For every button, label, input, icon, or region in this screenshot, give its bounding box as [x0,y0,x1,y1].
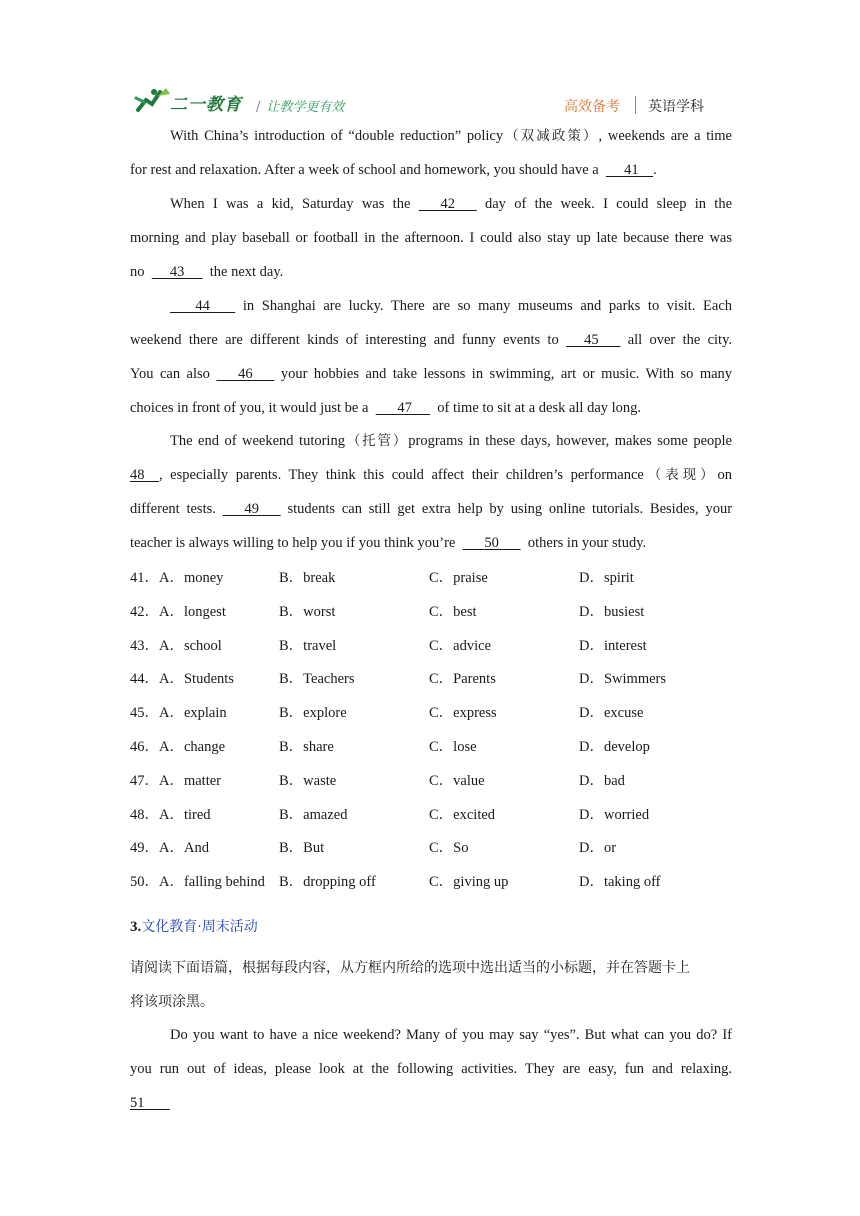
passage-line [130,1059,732,1079]
option-a[interactable]: 43．A．school [130,638,222,654]
option-b[interactable]: B．explore [279,705,347,721]
text-run: of time to sit at a desk all day long. [437,400,642,416]
text-run: the next day. [209,264,284,280]
option-d[interactable]: D．bad [579,773,625,789]
option-c[interactable]: C．praise [429,570,488,586]
text-run: 请阅读下面语篇，根据每段内容，从方框内所给的选项中选出适当的小标题，并在答题卡上 [130,960,690,976]
text-run: . [653,162,657,178]
text-run: different tests. [130,501,216,517]
option-a[interactable]: 41．A．money [130,570,224,586]
text-run: The end of weekend tutoring [170,433,345,449]
option-a[interactable]: 47．A．matter [130,773,222,789]
option-c[interactable]: C．express [429,705,497,721]
text-run: Do you want to have a nice weekend? Many of you may say “yes”. But what can you do? If [170,1027,732,1043]
instruction-line [130,992,732,1012]
logo-text: 二一教育 [170,95,242,115]
option-d[interactable]: D．develop [579,739,650,755]
header-tag-right: 英语学科 [648,99,704,115]
blank-number: 48 [130,467,145,483]
text-run: weekend there are different kinds of interesting and funny events to [130,332,559,348]
option-b[interactable]: B．worst [279,604,336,620]
instruction-line [130,958,732,978]
text-run: for rest and relaxation. After a week of school and homework, you should have a [130,162,599,178]
blank-number: 42 [440,196,455,212]
option-d[interactable]: D．spirit [579,570,634,586]
option-a[interactable]: 44．A．Students [130,671,234,687]
page-header [134,86,734,122]
text-run: When I was a kid, Saturday was the [170,196,411,212]
passage-line [130,465,732,485]
passage-line [130,499,732,519]
blank-number: 46 [238,366,253,382]
blank-44[interactable] [170,296,235,316]
blank-45[interactable] [566,330,620,350]
option-a[interactable]: 50．A．falling behind [130,874,265,890]
passage-line [130,431,732,451]
option-b[interactable]: B．waste [279,773,337,789]
option-d[interactable]: D．excuse [579,705,644,721]
blank-47[interactable] [376,398,430,418]
text-run: you run out of ideas, please look at the following activities. They are easy, fun and relaxing. [130,1061,732,1077]
blank-51[interactable] [130,1093,170,1113]
option-c[interactable]: C．best [429,604,477,620]
option-row-41 [130,566,732,586]
option-d[interactable]: D．worried [579,807,650,823]
option-row-47 [130,769,732,789]
option-c[interactable]: C．giving up [429,874,509,890]
blank-42[interactable] [419,194,477,214]
option-c[interactable]: C．Parents [429,671,496,687]
passage-line [130,533,732,553]
option-b[interactable]: B．break [279,570,336,586]
blank-49[interactable] [223,499,281,519]
text-run: choices in front of you, it would just be a [130,400,369,416]
text-run-cjk: （双减政策） [503,128,599,144]
passage-line [130,228,732,248]
option-d[interactable]: D．or [579,840,617,856]
text-run: With China’s introduction of “double reduction” policy [170,128,504,144]
blank-46[interactable] [216,364,274,384]
option-row-49 [130,836,732,856]
option-b[interactable]: B．travel [279,638,337,654]
blank-number: 41 [624,162,639,178]
passage-line [130,1025,732,1045]
option-b[interactable]: B．Teachers [279,671,355,687]
option-row-42 [130,600,732,620]
option-d[interactable]: D．busiest [579,604,645,620]
passage-line [130,1093,732,1113]
blank-48[interactable] [130,465,159,485]
option-row-50 [130,870,732,890]
blank-number: 44 [195,298,210,314]
option-d[interactable]: D．Swimmers [579,671,666,687]
option-a[interactable]: 49．A．And [130,840,209,856]
text-run-cjk: （托管） [344,433,409,449]
text-run: no [130,264,145,280]
option-a[interactable]: 45．A．explain [130,705,227,721]
text-run: in Shanghai are lucky. There are so many museums and parks to visit. Each [242,298,733,314]
text-run: others in your study. [527,535,647,551]
text-run: , especially parents. They think this could affect their children’s performance [159,467,644,483]
text-run: students can still get extra help by using online tutorials. Besides, your [287,501,733,517]
option-d[interactable]: D．taking off [579,874,661,890]
option-row-48 [130,803,732,823]
header-separator [635,96,636,114]
text-run: You can also [130,366,210,382]
passage-line [130,262,732,282]
section-number: 3. [130,919,142,935]
text-run: all over the city. [627,332,733,348]
text-run: 将该项涂黑。 [130,994,214,1010]
option-a[interactable]: 46．A．change [130,739,226,755]
section-title [130,916,258,936]
option-b[interactable]: B．amazed [279,807,348,823]
slogan: / 让教学更有效 [256,100,345,115]
option-c[interactable]: C．advice [429,638,492,654]
passage-line [130,126,732,146]
passage-line [130,296,732,316]
blank-50[interactable] [463,533,521,553]
option-b[interactable]: B．share [279,739,334,755]
blank-number: 47 [397,400,412,416]
passage-line [130,398,732,418]
text-run: programs in these days, however, makes some people [408,433,732,449]
passage-line [130,364,732,384]
option-c[interactable]: C．lose [429,739,477,755]
blank-43[interactable] [152,262,203,282]
text-run: , weekends are a time [598,128,732,144]
option-b[interactable]: B．dropping off [279,874,376,890]
text-run: teacher is always willing to help you if you think you’re [130,535,456,551]
option-a[interactable]: 48．A．tired [130,807,211,823]
section-title-text: 文化教育·周末活动 [141,919,258,935]
option-row-43 [130,634,732,654]
option-row-44 [130,667,732,687]
header-tag-left: 高效备考 [564,99,620,115]
option-c[interactable]: C．excited [429,807,496,823]
blank-number: 43 [169,264,185,280]
blank-41[interactable] [606,160,653,180]
text-run-cjk: （表现） [643,467,718,483]
option-b[interactable]: B．But [279,840,325,856]
blank-number: 51 [130,1095,145,1111]
option-row-45 [130,701,732,721]
option-d[interactable]: D．interest [579,638,647,654]
slogan-text: 让教学更有效 [266,100,345,115]
text-run: your hobbies and take lessons in swimming, art or music. With so many [280,366,733,382]
text-run: on [717,467,732,483]
option-row-46 [130,735,732,755]
text-run: day of the week. I could sleep in the [484,196,733,212]
blank-number: 45 [584,332,599,348]
passage-line [130,160,732,180]
passage-line [130,194,732,214]
blank-number: 49 [244,501,259,517]
text-run: morning and play baseball or football in the afternoon. I could also stay up late because there was [130,230,732,246]
blank-number: 50 [484,535,499,551]
option-a[interactable]: 42．A．longest [130,604,226,620]
option-c[interactable]: C．So [429,840,469,856]
option-c[interactable]: C．value [429,773,485,789]
passage-line [130,330,732,350]
